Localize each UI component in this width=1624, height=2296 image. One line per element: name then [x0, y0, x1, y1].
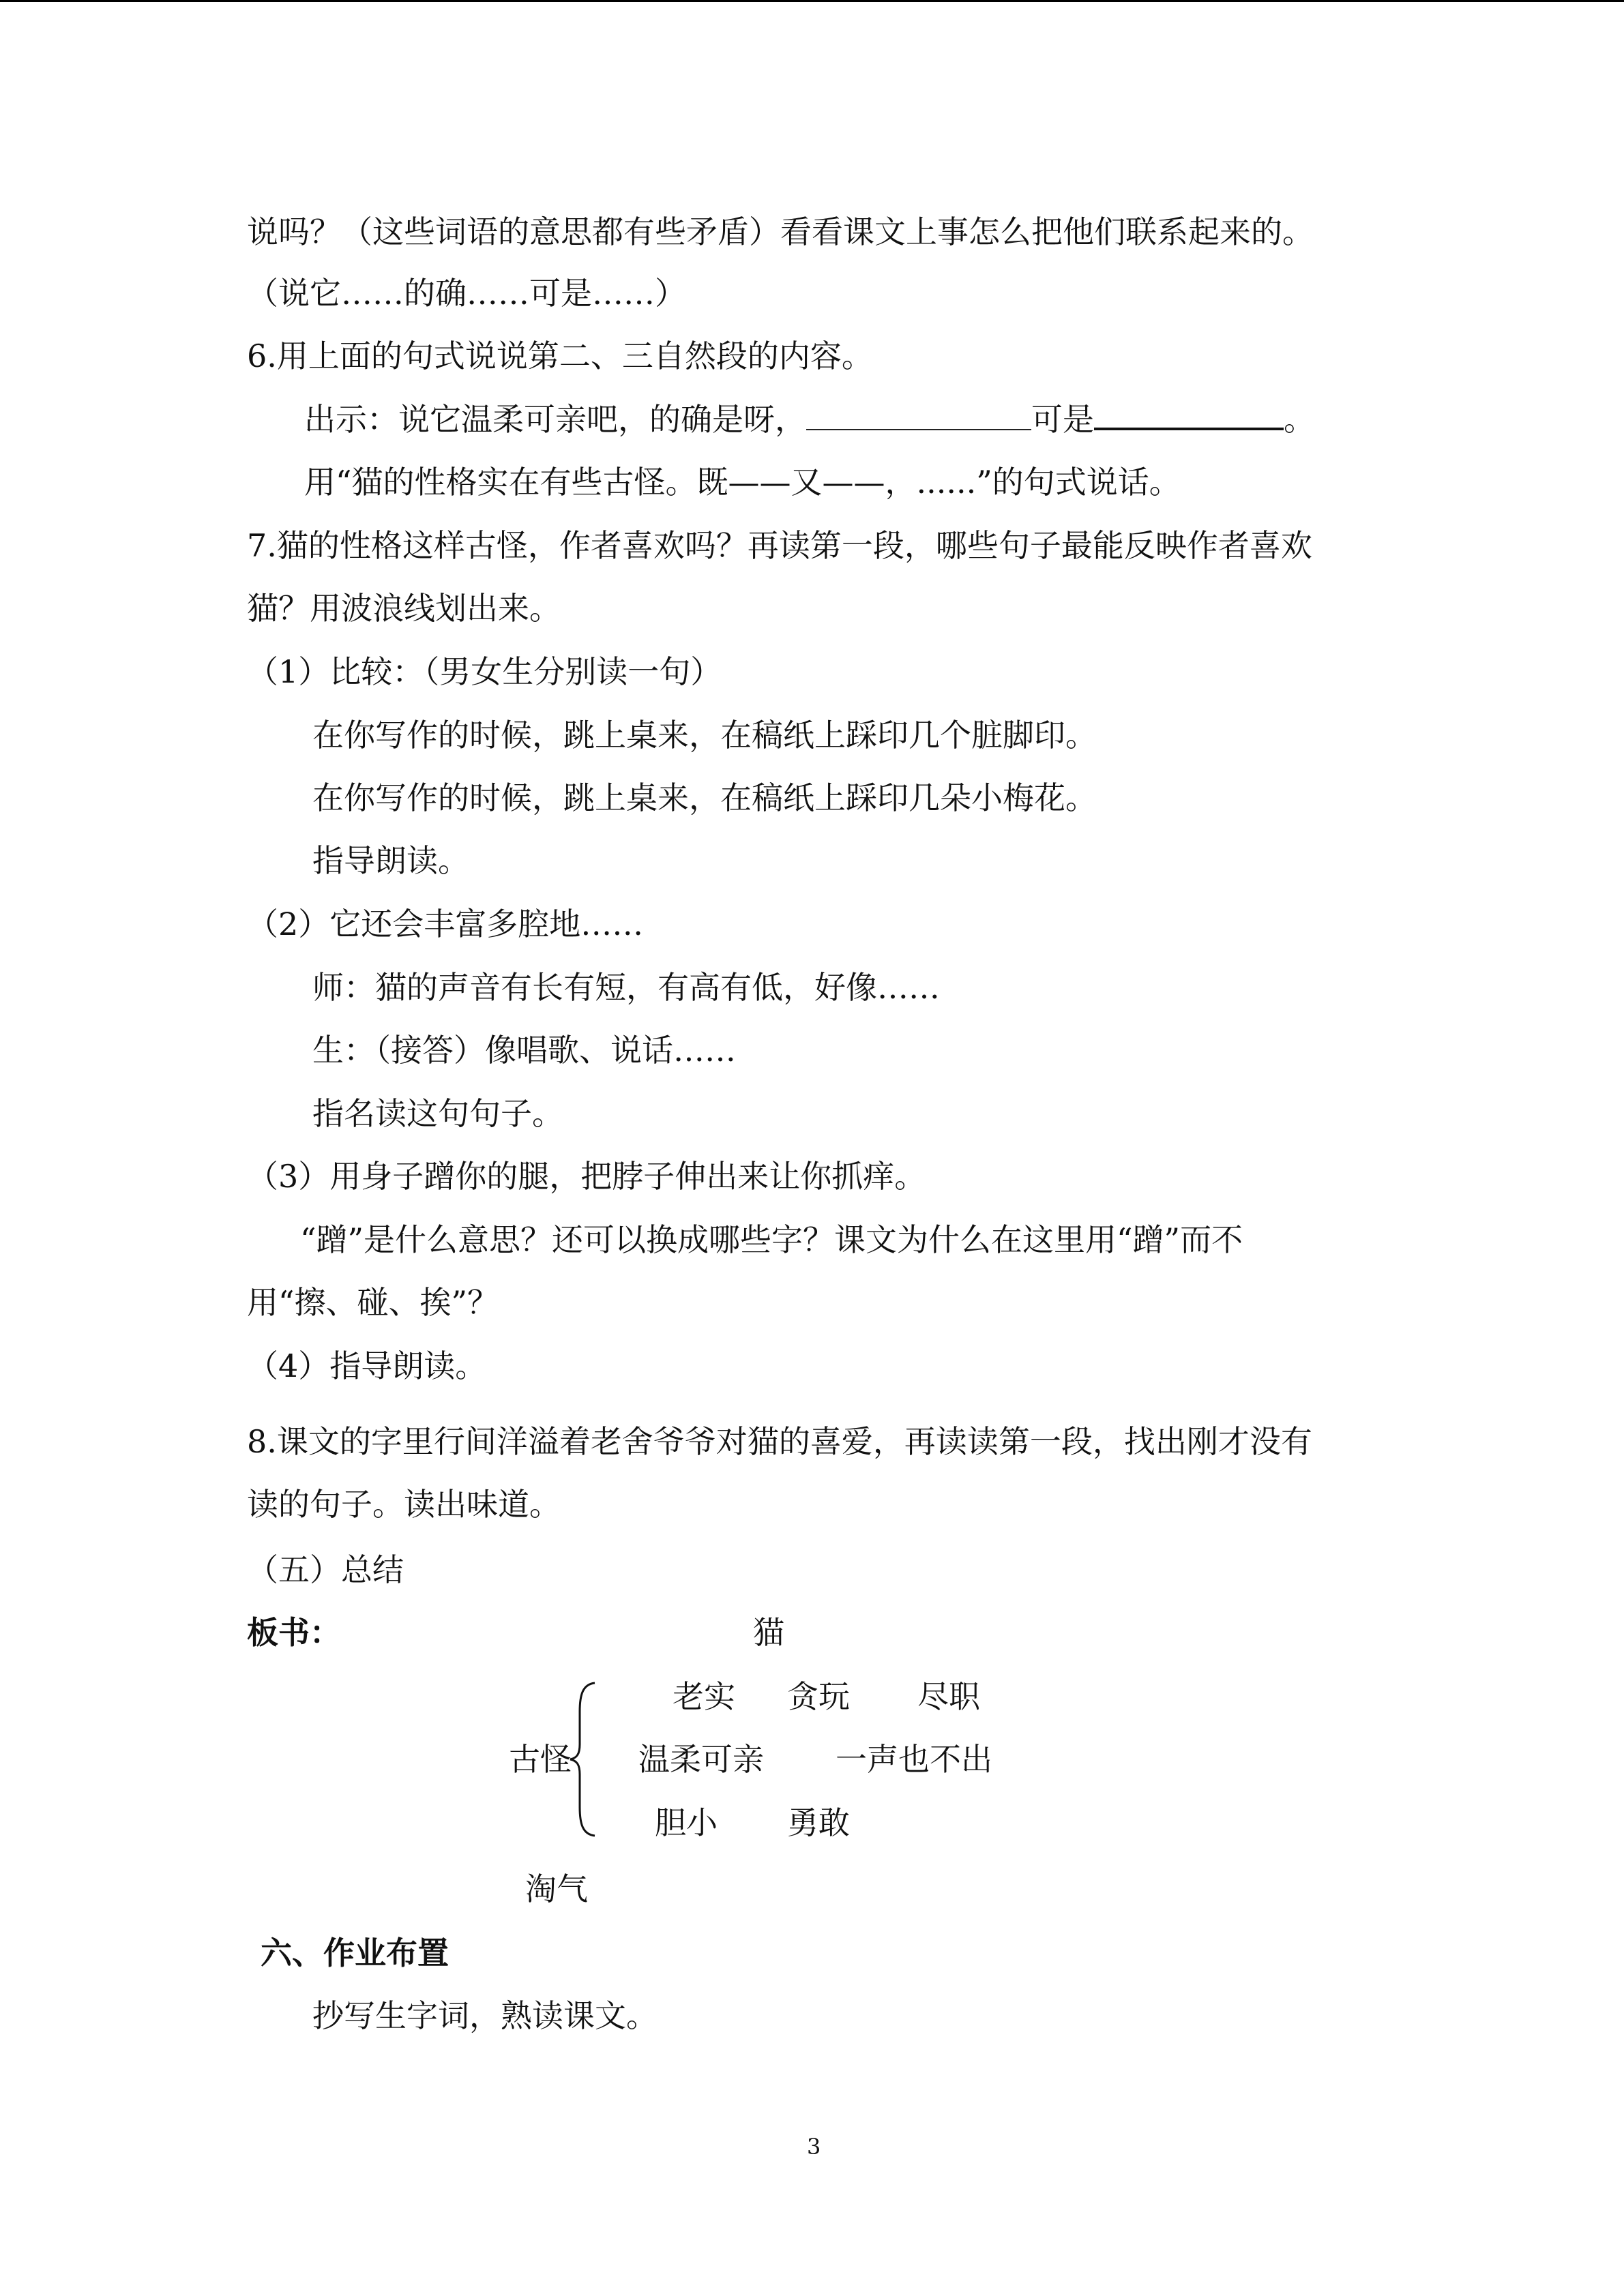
fill-blank-1	[806, 428, 1031, 430]
line-9: 在你写作的时候，跳上桌来，在稿纸上踩印几个脏脚印。	[312, 717, 1097, 754]
line-1: 说吗？（这些词语的意思都有些矛盾）看看课文上事怎么把他们联系起来的。	[247, 213, 1314, 250]
line-10: 在你写作的时候，跳上桌来，在稿纸上踩印几朵小梅花。	[312, 779, 1097, 816]
homework-heading: 六、作业布置	[261, 1935, 449, 1971]
line-4-end: 。	[1284, 401, 1315, 438]
line-18: 用“擦、碰、挨”？	[247, 1284, 499, 1321]
line-14: 生：（接答）像唱歌、说话……	[312, 1032, 736, 1069]
line-22: （五）总结	[247, 1551, 404, 1588]
left-brace	[567, 1678, 602, 1841]
line-19: （4）指导朗读。	[247, 1347, 487, 1384]
line-7: 猫？用波浪线划出来。	[247, 590, 561, 627]
line-15: 指名读这句句子。	[312, 1095, 563, 1132]
homework-text: 抄写生字词，熟读课文。	[312, 1997, 658, 2034]
board-laoshi: 老实	[673, 1678, 735, 1715]
board-jinzhi: 尽职	[917, 1678, 980, 1715]
line-13: 师：猫的声音有长有短，有高有低，好像……	[312, 969, 940, 1006]
board-wenrou: 温柔可亲	[638, 1741, 764, 1778]
fill-blank-2	[1094, 427, 1284, 430]
top-border	[0, 0, 1624, 2]
line-8: （1）比较：（男女生分别读一句）	[247, 653, 722, 690]
line-2: （说它……的确……可是……）	[247, 275, 686, 312]
line-17: “蹭”是什么意思？还可以换成哪些字？课文为什么在这里用“蹭”而不	[300, 1221, 1243, 1258]
line-5: 用“猫的性格实在有些古怪。既——又——，......”的句式说话。	[304, 464, 1181, 501]
line-4-middle: 可是	[1031, 401, 1094, 438]
line-20: 8.课文的字里行间洋溢着老舍爷爷对猫的喜爱，再读读第一段，找出刚才没有	[247, 1423, 1312, 1460]
line-4-prefix: 出示：说它温柔可亲吧，的确是呀，	[304, 401, 806, 438]
board-taoqi: 淘气	[525, 1870, 588, 1907]
board-label: 板书：	[247, 1614, 341, 1651]
line-3: 6.用上面的句式说说第二、三自然段的内容。	[247, 338, 873, 374]
board-guai: 古怪	[509, 1741, 572, 1778]
line-4	[304, 399, 1315, 440]
line-11: 指导朗读。	[312, 842, 469, 879]
board-danxiao: 胆小	[655, 1804, 718, 1841]
line-12: （2）它还会丰富多腔地……	[247, 906, 644, 942]
line-6: 7.猫的性格这样古怪，作者喜欢吗？再读第一段，哪些句子最能反映作者喜欢	[247, 527, 1312, 564]
board-tanwan: 贪玩	[787, 1678, 850, 1715]
board-yisheng: 一声也不出	[836, 1741, 992, 1778]
page-number: 3	[807, 2134, 821, 2160]
board-title: 猫	[753, 1614, 784, 1651]
line-21: 读的句子。读出味道。	[247, 1486, 561, 1523]
line-16: （3）用身子蹭你的腿，把脖子伸出来让你抓痒。	[247, 1158, 926, 1195]
board-yonggan: 勇敢	[787, 1804, 850, 1841]
